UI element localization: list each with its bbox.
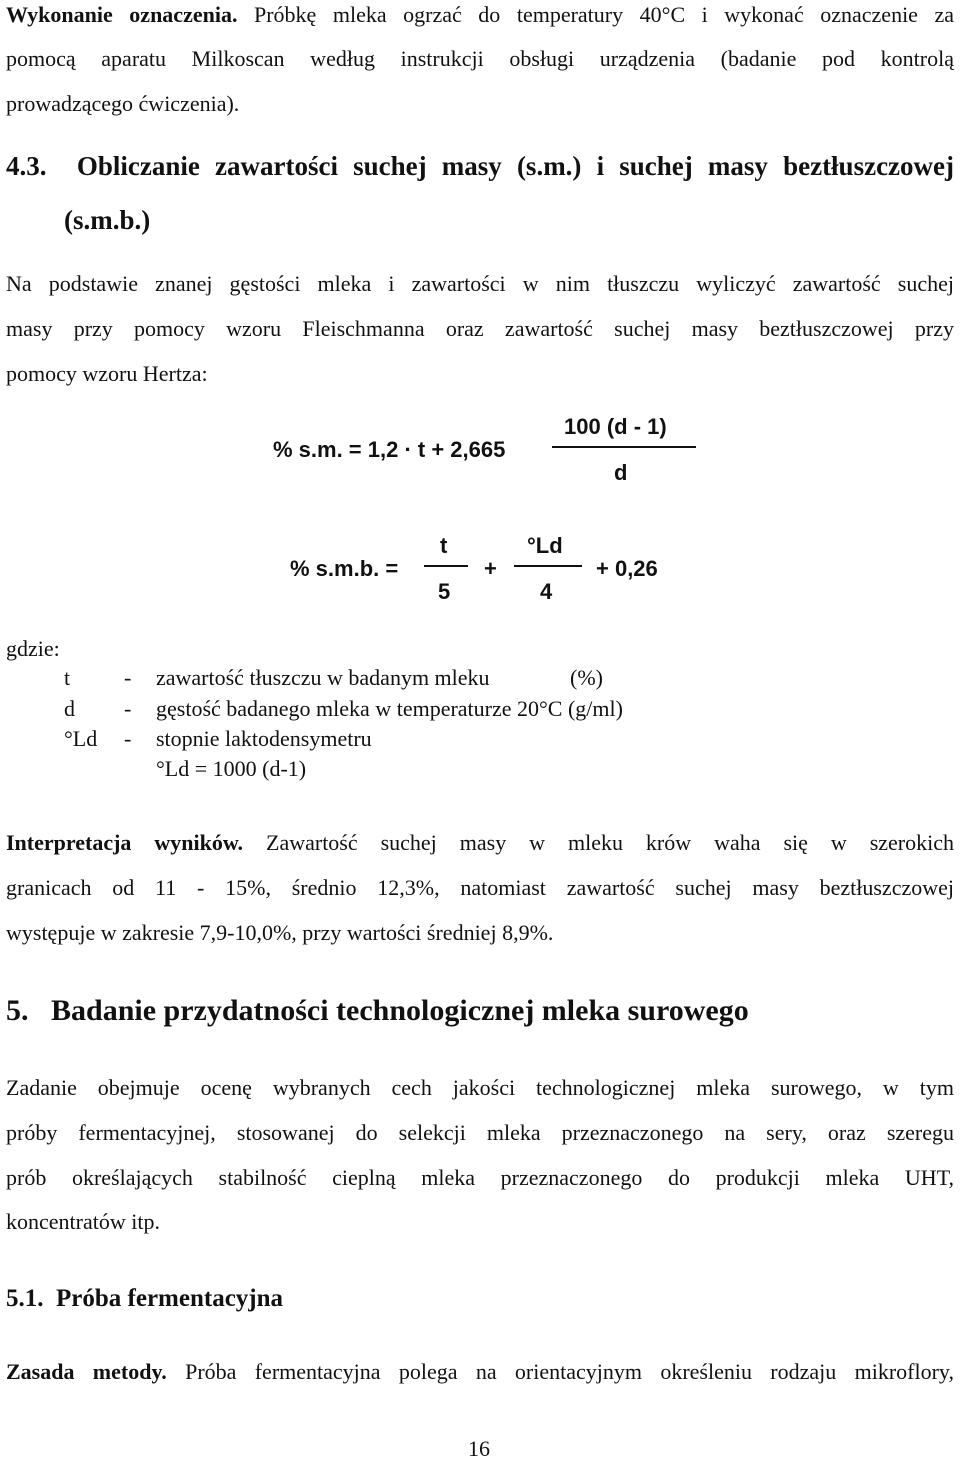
fraction-bar [424, 565, 468, 567]
fraction-1-denominator: 5 [438, 579, 451, 604]
plus-sign: + [484, 556, 497, 581]
section-number: 4.3. [6, 151, 47, 181]
section-heading-4-3-cont: (s.m.b.) [64, 205, 151, 235]
section-heading-5 [6, 994, 749, 1028]
legend-symbol: t [64, 665, 71, 690]
paragraph-title: Zasada metody. [6, 1359, 167, 1384]
paragraph-podstawa-line-2: masy przy pomocy wzoru Fleischmanna oraz zawartość suchej masy beztłuszczowej przy [6, 316, 954, 341]
paragraph-interpretacja-line-2: granicach od 11 - 15%, średnio 12,3%, natomiast zawartość suchej masy beztłuszczowej [6, 875, 954, 900]
paragraph-podstawa-line-3: pomocy wzoru Hertza: [6, 361, 208, 386]
fraction-2-denominator: 4 [540, 579, 553, 604]
section-title: Obliczanie zawartości suchej masy (s.m.) i suchej masy beztłuszczowej [76, 151, 955, 181]
paragraph-wykonanie-line-1: Wykonanie oznaczenia. Próbkę mleka ogrzać do temperatury 40°C i wykonać oznaczenie za [6, 2, 955, 27]
section-number: 5. [6, 994, 29, 1027]
formula-lhs: % s.m.b. = [290, 556, 399, 581]
legend-symbol: °Ld [64, 726, 98, 751]
paragraph-zadanie-line-3: prób określających stabilność cieplną mleka przeznaczonego do produkcji mleka UHT, [6, 1165, 954, 1190]
fraction-bar [552, 446, 696, 448]
section-heading-5-1 [6, 1285, 283, 1313]
paragraph-zasada: Zasada metody. Próba fermentacyjna polega na orientacyjnym określeniu rodzaju mikroflory, [6, 1359, 954, 1384]
section-title: Próba fermentacyjna [56, 1285, 284, 1312]
paragraph-zadanie-line-2: próby fermentacyjnej, stosowanej do selekcji mleka przeznaczonego na sery, oraz szeregu [6, 1120, 954, 1145]
paragraph-interpretacja-line-1: Interpretacja wyników. Zawartość suchej masy w mleku krów waha się w szerokich [6, 830, 955, 855]
fraction-bar [514, 565, 582, 567]
legend-symbol: d [64, 696, 75, 721]
section-number: 5.1. [6, 1285, 44, 1312]
formula-lhs: % s.m. = 1,2 · t + 2,665 [273, 437, 506, 462]
paragraph-interpretacja-line-3: występuje w zakresie 7,9-10,0%, przy wartości średniej 8,9%. [6, 920, 554, 945]
paragraph-wykonanie-line-2: pomocą aparatu Milkoscan według instrukcji obsługi urządzenia (badanie pod kontrolą [6, 46, 954, 71]
paragraph-title: Interpretacja wyników. [6, 830, 244, 855]
section-heading-4-3 [6, 151, 954, 182]
legend-dash: - [124, 665, 132, 690]
legend-desc: stopnie laktodensymetru [156, 726, 372, 751]
paragraph-zadanie-line-4: koncentratów itp. [6, 1209, 160, 1234]
paragraph-podstawa-line-1: Na podstawie znanej gęstości mleka i zawartości w nim tłuszczu wyliczyć zawartość suchej [6, 271, 954, 296]
formula-tail: + 0,26 [596, 556, 658, 581]
section-title: Badanie przydatności technologicznej mleka surowego [51, 994, 749, 1027]
paragraph-wykonanie-line-3: prowadzącego ćwiczenia). [6, 91, 240, 116]
legend-unit: (%) [570, 665, 603, 690]
legend-desc: gęstość badanego mleka w temperaturze 20°C (g/ml) [156, 696, 623, 721]
legend-extra: °Ld = 1000 (d-1) [156, 756, 307, 781]
legend-dash: - [124, 726, 132, 751]
legend-intro: gdzie: [6, 636, 60, 661]
paragraph-title: Wykonanie oznaczenia. [6, 2, 238, 27]
page-number: 16 [468, 1436, 490, 1461]
paragraph-zadanie-line-1: Zadanie obejmuje ocenę wybranych cech jakości technologicznej mleka surowego, w tym [6, 1075, 954, 1100]
fraction-2-numerator: °Ld [527, 533, 563, 558]
formula-denominator: d [614, 460, 628, 485]
fraction-1-numerator: t [440, 533, 448, 558]
formula-numerator: 100 (d - 1) [564, 414, 667, 439]
legend-dash: - [124, 696, 132, 721]
legend-desc: zawartość tłuszczu w badanym mleku [156, 665, 490, 690]
